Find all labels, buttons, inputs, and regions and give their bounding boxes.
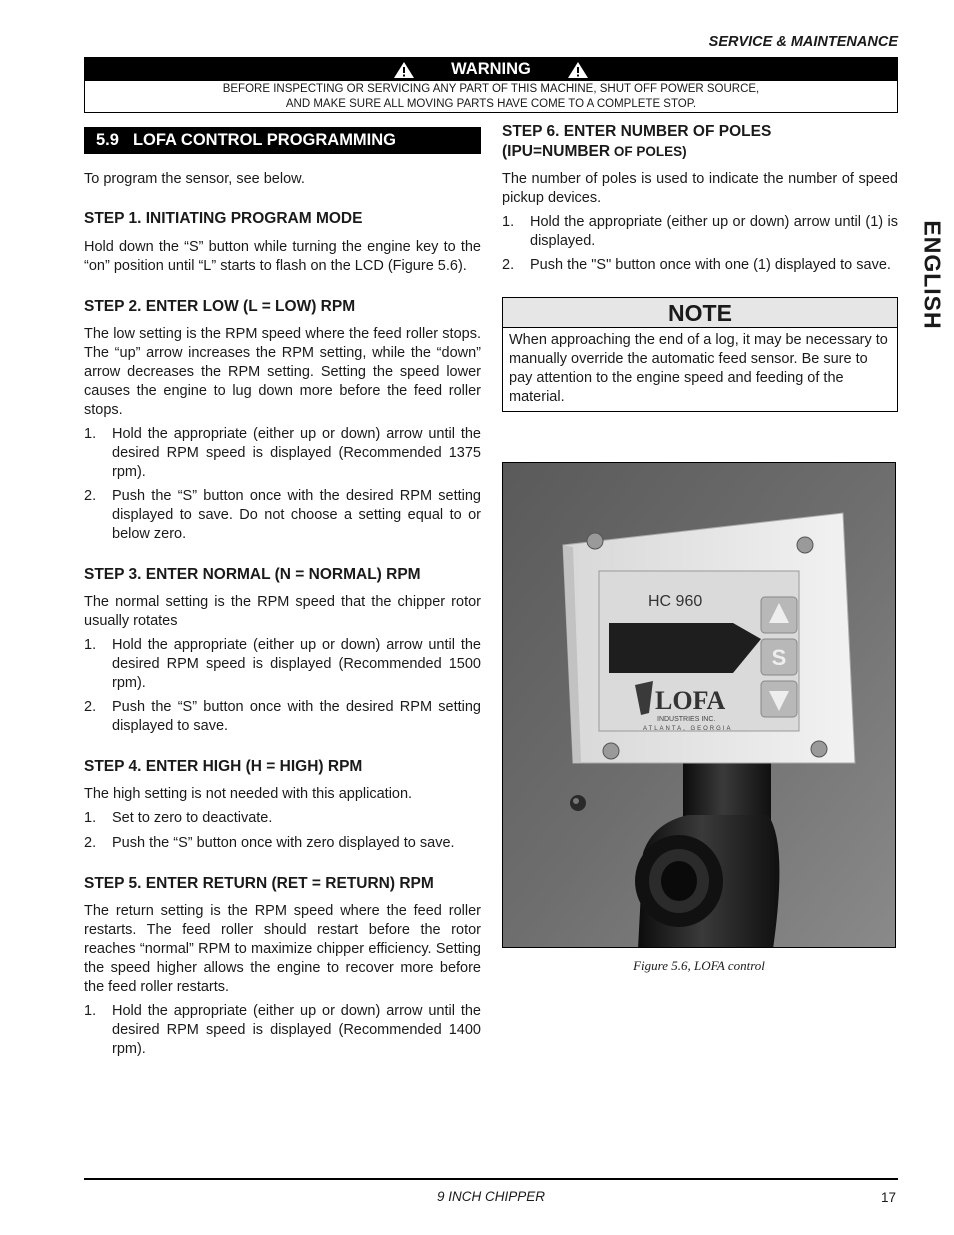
list-item: 2. Push the "S" button once with one (1) displayed to save. — [502, 257, 891, 273]
section-heading — [84, 127, 481, 154]
list-item: 2. Push the “S” button once with zero displayed to save. — [84, 835, 455, 851]
warning-line-1: BEFORE INSPECTING OR SERVICING ANY PART OF THIS MACHINE, SHUT OFF POWER SOURCE, — [222, 83, 760, 95]
s-button-glyph: S — [771, 645, 787, 670]
list-item: 1. Hold the appropriate (either up or down) arrow until (1) is displayed. — [502, 214, 898, 249]
device-brand-city: ATLANTA, GEORGIA — [643, 726, 733, 732]
list-item: 1. Set to zero to deactivate. — [84, 810, 273, 826]
note-title: NOTE — [503, 298, 897, 328]
warning-box — [84, 57, 898, 113]
step2-list — [84, 425, 481, 544]
device-model-label: HC 960 — [648, 593, 703, 610]
note-text: When approaching the end of a log, it may be necessary to manually override the automatic feed sensor. Be sure to pay attention to the engine speed and feeding of the material. — [509, 332, 888, 405]
step6-heading: STEP 6. ENTER NUMBER OF POLES (IPU=NUMBER OF POLES) — [502, 123, 772, 160]
step4-text: The high setting is not needed with this application. — [84, 786, 413, 802]
step6-text: The number of poles is used to indicate the number of speed pickup devices. — [502, 171, 898, 206]
list-item: 1. Hold the appropriate (either up or down) arrow until the desired RPM speed is displayed (Recommended 1400 rpm). — [84, 1003, 481, 1057]
step2-text: The low setting is the RPM speed where the feed roller stops. The “up” arrow increases the RPM setting, while the “down” arrow decreases the RPM setting. Setting the speed lower causes the engine to lug down more before the feed roller stops. — [84, 326, 481, 418]
step3-heading: STEP 3. ENTER NORMAL (N = NORMAL) RPM — [84, 566, 421, 583]
running-header: SERVICE & MAINTENANCE — [708, 34, 898, 50]
intro-text: To program the sensor, see below. — [84, 171, 305, 187]
lofa-control-illustration — [503, 463, 896, 948]
footer-title: 9 INCH CHIPPER — [436, 1189, 546, 1204]
step4-list — [84, 809, 481, 853]
step3-list — [84, 636, 481, 736]
list-item: 2. Push the “S” button once with the desired RPM setting displayed to save. Do not choose a setting equal to or below zero. — [84, 488, 481, 542]
section-number: 5.9 — [96, 131, 119, 149]
warning-title-bar — [85, 58, 897, 81]
step6-list — [502, 213, 898, 275]
warning-triangle-icon — [567, 61, 589, 79]
warning-text — [85, 81, 897, 112]
warning-triangle-icon — [393, 61, 415, 79]
step5-heading: STEP 5. ENTER RETURN (RET = RETURN) RPM — [84, 875, 434, 892]
step5-text: The return setting is the RPM speed where the feed roller restarts. The feed roller should restart before the rotor reaches “normal” RPM to maximize chipper efficiency. Setting the speed higher allows the engine to recover more before the feed roller restarts. — [84, 903, 481, 995]
note-box — [502, 297, 898, 412]
language-tab — [912, 210, 952, 340]
device-brand-logo: LOFA — [655, 686, 726, 715]
list-item: 1. Hold the appropriate (either up or down) arrow until the desired RPM speed is displayed (Recommended 1500 rpm). — [84, 637, 481, 691]
step5-list — [84, 1002, 481, 1059]
step2-heading: STEP 2. ENTER LOW (L = LOW) RPM — [84, 298, 356, 315]
lofa-control-photo — [502, 462, 896, 948]
list-item: 2. Push the “S” button once with the desired RPM setting displayed to save. — [84, 699, 481, 734]
right-column — [502, 122, 898, 412]
step3-text: The normal setting is the RPM speed that the chipper rotor usually rotates — [84, 594, 481, 629]
step1-heading: STEP 1. INITIATING PROGRAM MODE — [84, 210, 363, 227]
warning-title: WARNING — [451, 60, 531, 78]
figure-caption: Figure 5.6, LOFA control — [633, 958, 765, 973]
language-tab-label: ENGLISH — [919, 220, 946, 330]
page-number: 17 — [880, 1190, 896, 1205]
warning-line-2: AND MAKE SURE ALL MOVING PARTS HAVE COME TO A COMPLETE STOP. — [285, 97, 697, 110]
list-item: 1. Hold the appropriate (either up or down) arrow until the desired RPM speed is displayed (Recommended 1375 rpm). — [84, 426, 481, 480]
step4-heading: STEP 4. ENTER HIGH (H = HIGH) RPM — [84, 758, 363, 775]
step1-text: Hold down the “S” button while turning the engine key to the “on” position until “L” starts to flash on the LCD (Figure 5.6). — [84, 239, 481, 274]
footer-rule — [84, 1178, 898, 1180]
section-title: LOFA CONTROL PROGRAMMING — [132, 131, 397, 149]
device-brand-sub: INDUSTRIES INC. — [657, 716, 716, 723]
left-column — [84, 127, 481, 1059]
